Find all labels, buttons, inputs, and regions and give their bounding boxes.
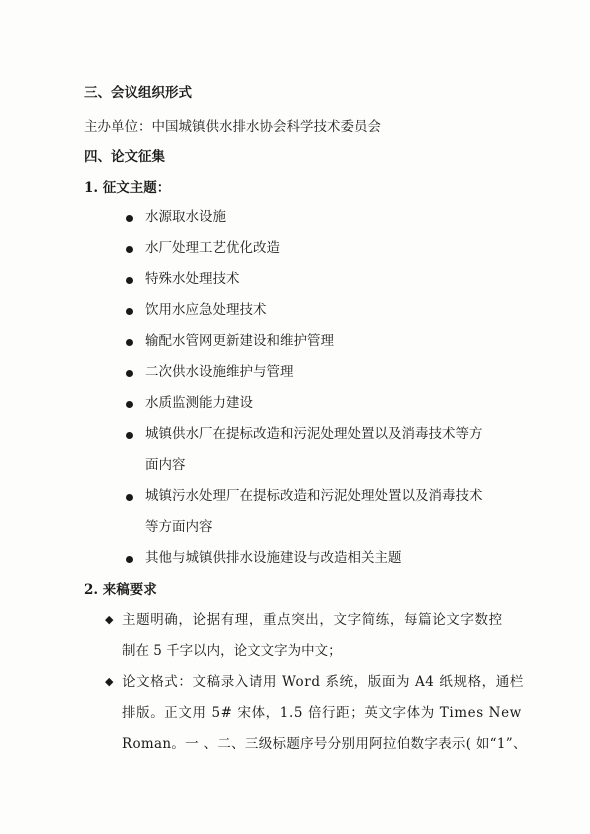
section4-heading: 四、论文征集: [84, 149, 165, 165]
topic-item: 特殊水处理技术: [145, 271, 240, 287]
bullet-dot-icon: [126, 401, 133, 408]
requirement-item-continuation: Roman。一 、二、三级标题序号分别用阿拉伯数字表示( 如“1”、: [122, 736, 527, 752]
requirement-item-continuation: 排版。正文用 5# 宋体，1.5 倍行距；英文字体为 Times New: [122, 705, 522, 721]
requirements-heading: 2. 来稿要求: [84, 582, 157, 598]
bullet-dot-icon: [126, 494, 133, 501]
topic-item: 水源取水设施: [145, 209, 226, 225]
topic-item: 饮用水应急处理技术: [145, 302, 267, 318]
topic-item: 城镇污水处理厂在提标改造和污泥处理处置以及消毒技术: [145, 488, 483, 504]
requirement-item: 论文格式：文稿录入请用 Word 系统，版面为 A4 纸规格，通栏: [122, 674, 524, 690]
topic-item-continuation: 面内容: [145, 457, 186, 473]
bullet-dot-icon: [126, 246, 133, 253]
bullet-dot-icon: [126, 370, 133, 377]
requirement-item: 主题明确，论据有理，重点突出，文字简练，每篇论文字数控: [122, 612, 503, 628]
topic-item: 水厂处理工艺优化改造: [145, 240, 280, 256]
bullet-dot-icon: [126, 339, 133, 346]
requirement-item-continuation: 制在 5 千字以内，论文文字为中文；: [122, 643, 342, 659]
organizer-line: 主办单位：中国城镇供水排水协会科学技术委员会: [84, 119, 381, 135]
topic-item: 输配水管网更新建设和维护管理: [145, 333, 334, 349]
topics-heading: 1. 征文主题：: [84, 180, 171, 196]
bullet-dot-icon: [126, 556, 133, 563]
diamond-bullet-icon: ◆: [105, 613, 114, 626]
bullet-dot-icon: [126, 432, 133, 439]
topic-item-continuation: 等方面内容: [145, 519, 213, 535]
bullet-dot-icon: [126, 215, 133, 222]
topic-item: 其他与城镇供排水设施建设与改造相关主题: [145, 550, 402, 566]
bullet-dot-icon: [126, 308, 133, 315]
diamond-bullet-icon: ◆: [105, 675, 114, 688]
bullet-dot-icon: [126, 277, 133, 284]
topic-item: 二次供水设施维护与管理: [145, 364, 294, 380]
section3-heading: 三、会议组织形式: [84, 85, 192, 101]
topic-item: 水质监测能力建设: [145, 395, 253, 411]
topic-item: 城镇供水厂在提标改造和污泥处理处置以及消毒技术等方: [145, 426, 483, 442]
